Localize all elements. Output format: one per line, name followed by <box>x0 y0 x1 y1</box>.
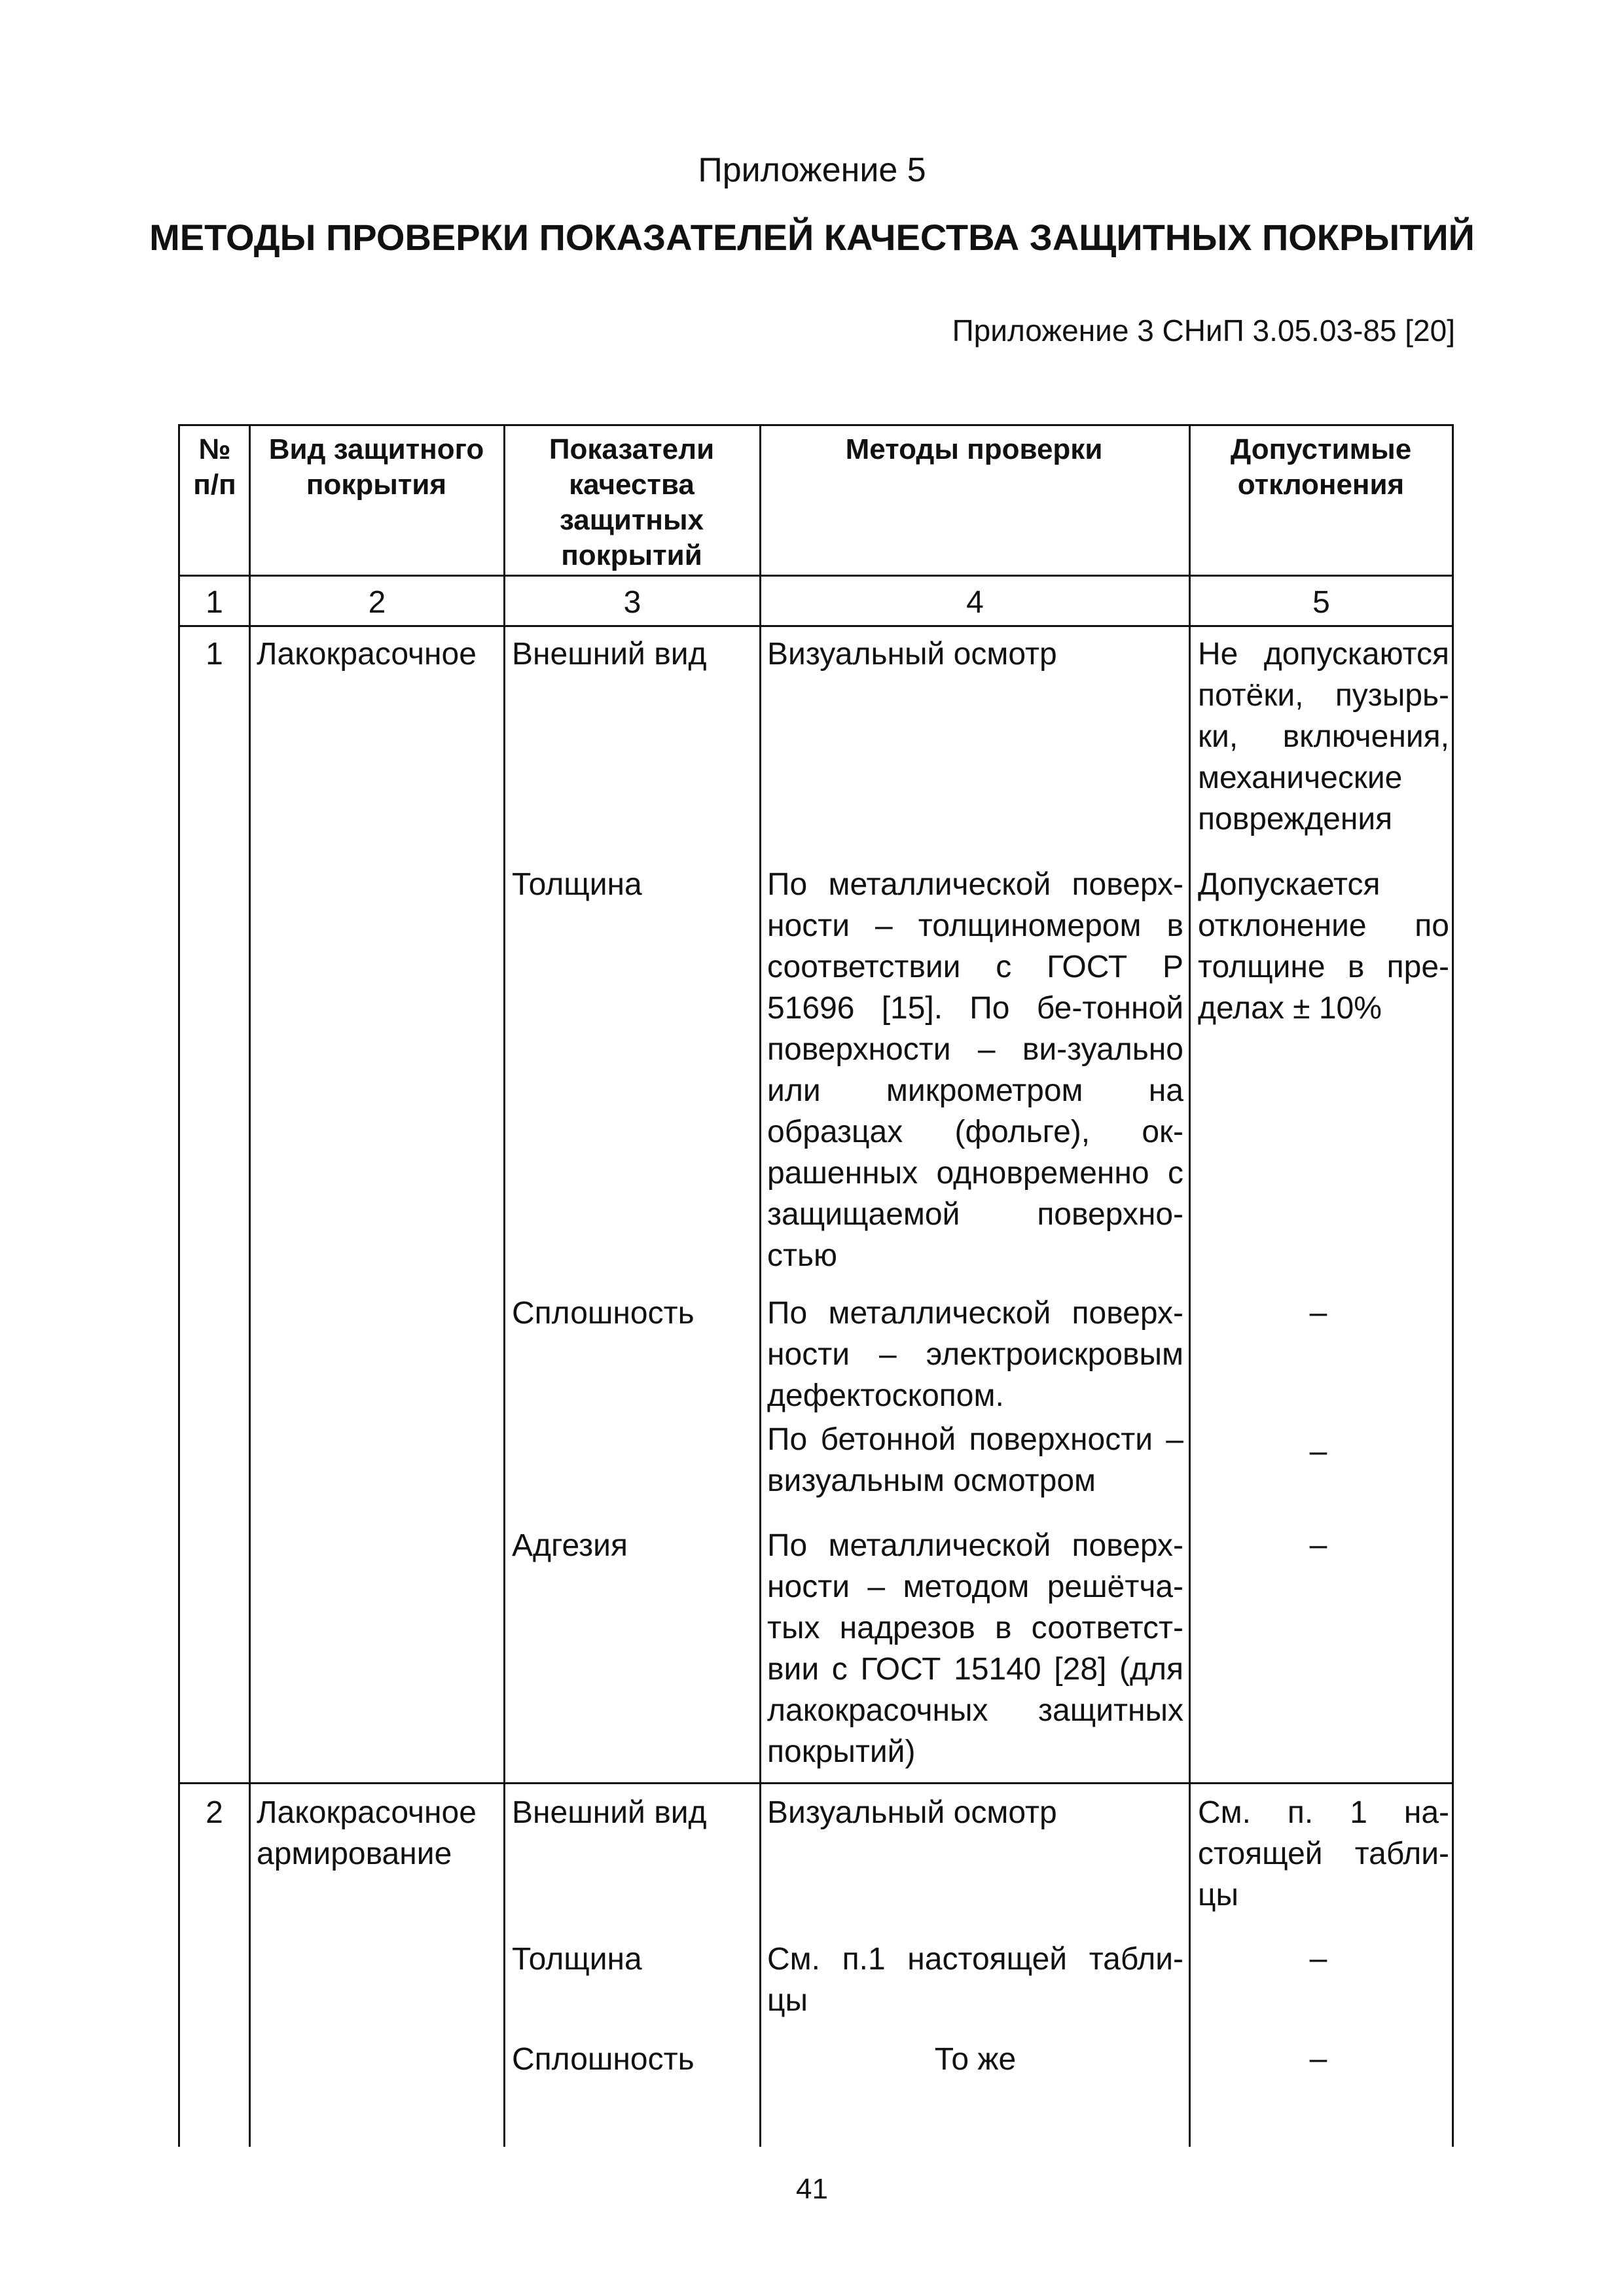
header-test-methods: Методы проверки <box>845 433 1103 465</box>
quality-indicator: Внешний вид <box>512 637 707 672</box>
test-method: См. п.1 настоящей табли-цы <box>767 1942 1183 2018</box>
header-coating-type: Вид защитного покрытия <box>268 433 484 501</box>
header-quality-indicators: Показатели качества защитных покрытий <box>549 433 715 571</box>
col-border-3 <box>503 424 505 2147</box>
tolerance: – <box>1309 1434 1327 1469</box>
quality-indicator: Толщина <box>512 867 642 902</box>
tolerance: Не допускаются потёки, пузырь-ки, включения, механические повреждения <box>1198 637 1449 836</box>
tolerance: – <box>1309 2041 1327 2076</box>
column-number: 4 <box>966 585 984 620</box>
quality-indicator: Толщина <box>512 1942 642 1977</box>
tolerance: Допускается отклонение по толщине в пре-делах ± 10% <box>1198 867 1449 1026</box>
page-title: МЕТОДЫ ПРОВЕРКИ ПОКАЗАТЕЛЕЙ КАЧЕСТВА ЗАЩИТНЫХ ПОКРЫТИЙ <box>149 217 1475 258</box>
header-num: № п/п <box>193 433 236 501</box>
tolerance: См. п. 1 на-стоящей табли-цы <box>1198 1795 1449 1912</box>
test-method: По металлической поверх-ности – толщиномером в соответствии с ГОСТ Р 51696 [15]. По бе-тонной поверхности – ви-зуально или микрометром на образцах (фольге), ок-рашенных одновременно с защищаемой поверхно-стью <box>767 867 1183 1273</box>
appendix-label: Приложение 5 <box>698 151 926 189</box>
test-method: По бетонной поверхности – визуальным осмотром <box>767 1422 1183 1498</box>
quality-indicator: Внешний вид <box>512 1795 707 1830</box>
colnum-bottom-border <box>178 625 1454 627</box>
column-number: 5 <box>1312 585 1330 620</box>
quality-indicator: Сплошность <box>512 2042 695 2077</box>
col-border-4 <box>759 424 761 2147</box>
tolerance: – <box>1309 1295 1327 1330</box>
tolerance: – <box>1309 1941 1327 1976</box>
test-method: Визуальный осмотр <box>767 1795 1057 1830</box>
page-number: 41 <box>796 2173 828 2205</box>
header-tolerances: Допустимые отклонения <box>1230 433 1412 501</box>
test-method: То же <box>934 2042 1017 2077</box>
quality-indicator: Адгезия <box>512 1528 628 1563</box>
table-top-border <box>178 424 1454 426</box>
column-number: 2 <box>368 585 386 620</box>
col-border-5 <box>1189 424 1191 2147</box>
row-number: 2 <box>206 1795 223 1830</box>
quality-indicator: Сплошность <box>512 1296 695 1331</box>
reference-note: Приложение 3 СНиП 3.05.03-85 [20] <box>952 314 1455 348</box>
row-number: 1 <box>206 637 223 672</box>
col-border-6 <box>1452 424 1454 2147</box>
coating-type: Лакокрасочное <box>257 637 477 672</box>
tolerance: – <box>1309 1528 1327 1562</box>
test-method: Визуальный осмотр <box>767 637 1057 672</box>
row-divider <box>178 1782 1454 1784</box>
header-bottom-border <box>178 575 1454 577</box>
coating-type: Лакокрасочное армирование <box>257 1795 477 1871</box>
test-method: По металлической поверх-ности – методом решётча-тых надрезов в соответст-вии с ГОСТ 15140 [28] (для лакокрасочных защитных покрытий) <box>767 1528 1183 1769</box>
column-number: 1 <box>206 585 223 620</box>
col-border-1 <box>178 424 180 2147</box>
column-number: 3 <box>623 585 641 620</box>
col-border-2 <box>249 424 251 2147</box>
test-method: По металлической поверх-ности – электроискровым дефектоскопом. <box>767 1296 1183 1413</box>
